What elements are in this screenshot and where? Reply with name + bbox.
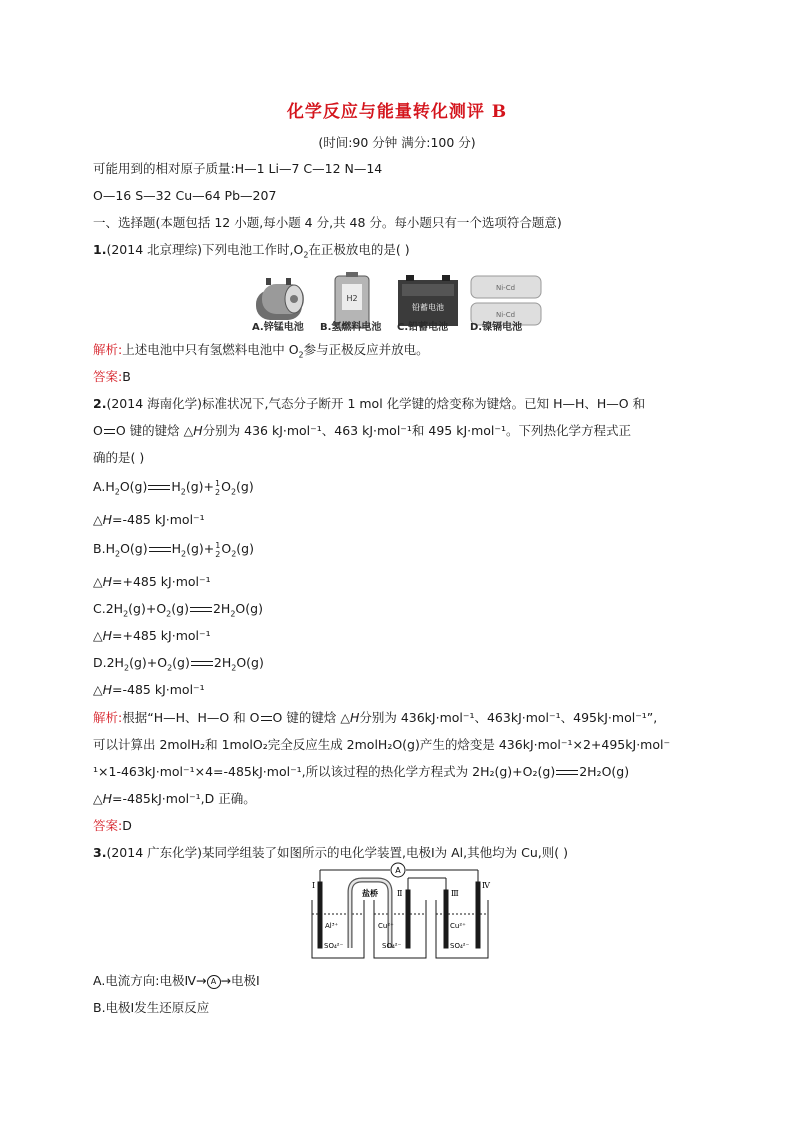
caption-c: C.铅蓄电池 — [397, 322, 449, 333]
question-2-analysis-line-3: ¹×1-463kJ·mol⁻¹×4=-485kJ·mol⁻¹,所以该过程的热化学方程式为 2H₂(g)+O₂(g) 2H₂O(g) — [93, 764, 630, 779]
zinc-manganese-battery-image — [256, 278, 304, 320]
atomic-masses-line-2: O—16 S—32 Cu—64 Pb—207 — [93, 188, 277, 203]
svg-text:Ni-Cd: Ni-Cd — [496, 311, 516, 319]
option-a-enthalpy: △H=-485 kJ·mol⁻¹ — [93, 512, 205, 527]
svg-text:Cu²⁺: Cu²⁺ — [450, 922, 466, 930]
answer-label: 答案: — [93, 369, 123, 384]
option-b-equation[interactable]: $B.H_2O(g)$ $H_2(g)+$ 1 2 $O_2(g)$ — [93, 540, 254, 559]
svg-text:SO₄²⁻: SO₄²⁻ — [324, 942, 344, 950]
question-2-analysis-line-4: △H=-485kJ·mol⁻¹,D 正确。 — [93, 791, 256, 806]
option-c-equation[interactable]: $C.2H_2(g)+O_2(g)$ $2H_2O(g)$ — [93, 601, 263, 619]
question-2-stem-line-1: 2.(2014 海南化学)标准状况下,气态分子断开 1 mol 化学键的焓变称为键焓。已知 H—H、H—O 和 — [93, 396, 646, 411]
lead-acid-label: 铅蓄电池 — [412, 303, 444, 312]
question-3-option-b[interactable]: B.电极Ⅰ发生还原反应 — [93, 1000, 210, 1015]
question-2-stem-line-3: 确的是( ) — [93, 450, 145, 465]
option-c-enthalpy: △H=+485 kJ·mol⁻¹ — [93, 628, 211, 643]
caption-b: B.氢燃料电池 — [320, 322, 382, 333]
salt-bridge-label: 盐桥 — [362, 889, 378, 898]
svg-text:Ni-Cd: Ni-Cd — [496, 284, 516, 292]
section-heading: 一、选择题(本题包括 12 小题,每小题 4 分,共 48 分。每小题只有一个选项符合题意) — [93, 215, 562, 230]
question-3-option-a[interactable]: A.电流方向:电极Ⅳ→ A →电极Ⅰ — [93, 973, 260, 988]
question-3-number: 3. — [93, 845, 107, 860]
option-d-equation[interactable]: $D.2H_2(g)+O_2(g)$ $2H_2O(g)$ — [93, 655, 264, 673]
svg-text:Al³⁺: Al³⁺ — [325, 922, 339, 930]
svg-text:Ⅰ: Ⅰ — [312, 881, 316, 890]
question-1-answer — [93, 368, 131, 386]
svg-text:SO₄²⁻: SO₄²⁻ — [450, 942, 470, 950]
question-1-stem: 1.(2014 北京理综)下列电池工作时$,O_2$在正极放电的是( ) — [93, 242, 410, 260]
svg-text:Ⅱ: Ⅱ — [397, 889, 403, 898]
option-a-equation[interactable]: $A.H_2O(g)$ $H_2(g)+$ 1 2 $O_2(g)$ — [93, 478, 254, 497]
svg-text:Cu²⁺: Cu²⁺ — [378, 922, 394, 930]
svg-text:Ⅲ: Ⅲ — [451, 889, 459, 898]
question-2-stem-line-2: O O 键的键焓 △H分别为 436 kJ·mol⁻¹、463 kJ·mol⁻¹和 495 kJ·mol⁻¹。下列热化学方程式正 — [93, 423, 632, 438]
question-1-number: 1. — [93, 242, 107, 257]
option-b-enthalpy: △H=+485 kJ·mol⁻¹ — [93, 574, 211, 589]
ammeter-label: A — [395, 866, 401, 875]
question-2-analysis-line-1: 解析:根据“H—H、H—O 和 O O 键的键焓 △H分别为 436kJ·mol⁻¹、463kJ·mol⁻¹、495kJ·mol⁻¹”, — [93, 710, 658, 725]
caption-d: D.镍镉电池 — [470, 322, 523, 333]
caption-a: A.锌锰电池 — [252, 322, 304, 333]
question-2-number: 2. — [93, 396, 107, 411]
question-1-analysis: 解析:上述电池中只有氢燃料电池中 $O_2$参与正极反应并放电。 — [93, 342, 429, 360]
analysis-label: 解析: — [93, 342, 123, 357]
svg-text:SO₄²⁻: SO₄²⁻ — [382, 942, 402, 950]
electrochemical-apparatus-diagram — [308, 862, 494, 962]
question-2-answer: 答案:D — [93, 818, 132, 833]
ammeter-symbol: A — [207, 975, 221, 989]
page-subtitle: (时间:90 分钟 满分:100 分) — [318, 135, 476, 150]
hydrogen-label: H2 — [346, 294, 358, 303]
answer-value: B — [122, 369, 131, 384]
page-title: 化学反应与能量转化测评 B — [286, 102, 508, 122]
option-d-enthalpy: △H=-485 kJ·mol⁻¹ — [93, 682, 205, 697]
question-2-analysis-line-2: 可以计算出 2molH₂和 1molO₂完全反应生成 2molH₂O(g)产生的焓变是 436kJ·mol⁻¹×2+495kJ·mol⁻ — [93, 737, 671, 752]
atomic-masses-line-1: 可能用到的相对原子质量:H—1 Li—7 C—12 N—14 — [93, 161, 383, 176]
question-3-stem: 3.(2014 广东化学)某同学组装了如图所示的电化学装置,电极Ⅰ为 Al,其他均为 Cu,则( ) — [93, 845, 568, 860]
svg-text:Ⅳ: Ⅳ — [482, 881, 490, 890]
